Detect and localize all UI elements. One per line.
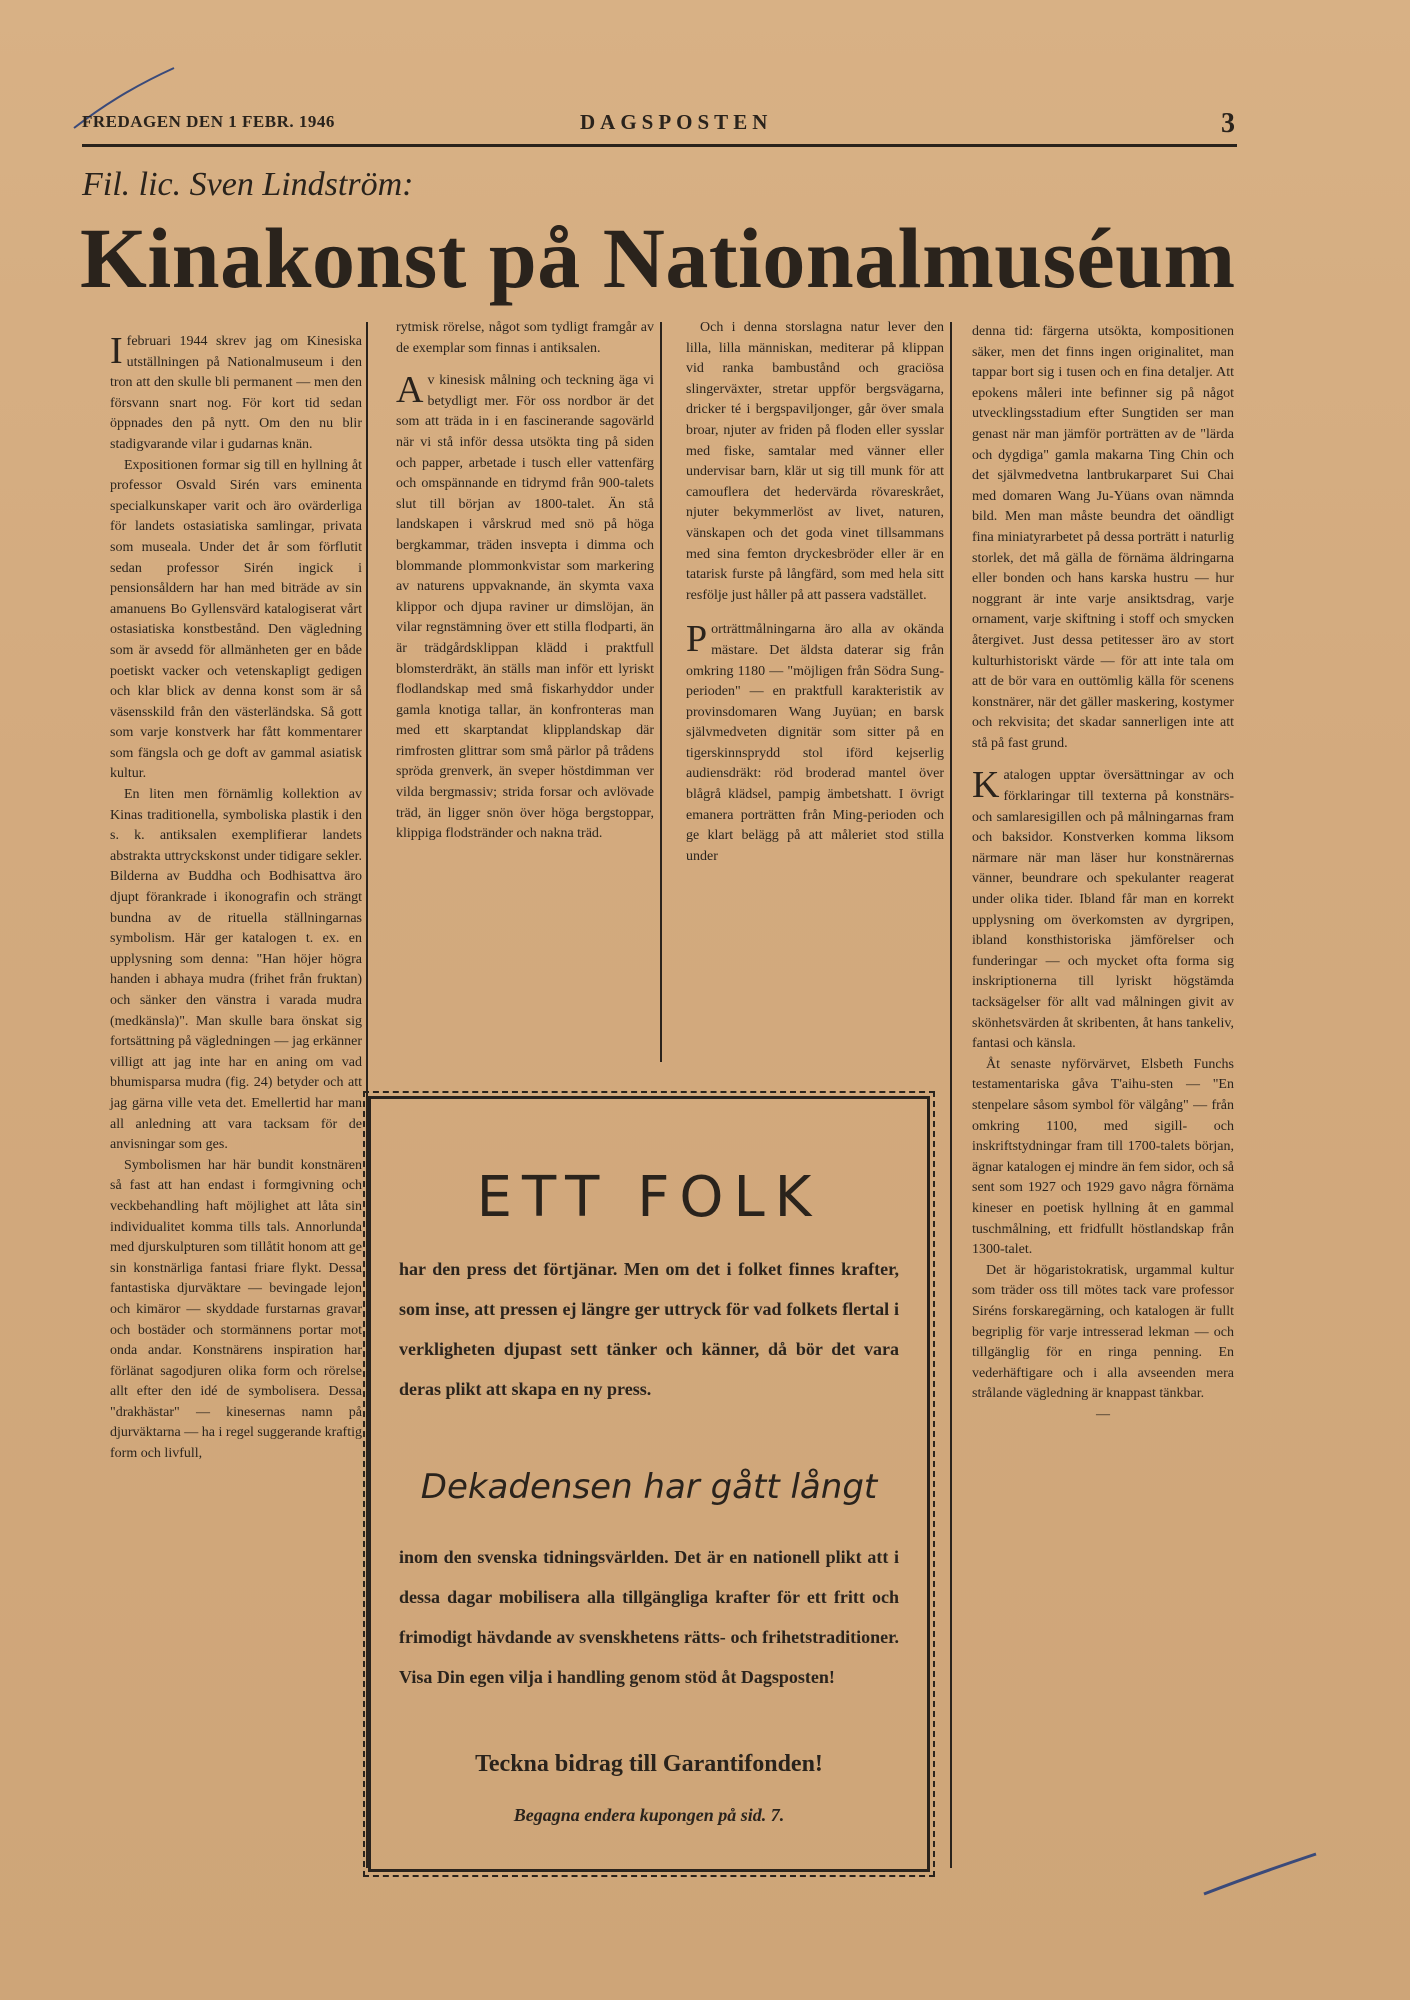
masthead	[82, 108, 1237, 147]
drop-cap: P	[686, 618, 708, 661]
column-rule	[660, 322, 662, 1062]
masthead-page-number: 3	[1221, 108, 1235, 139]
ad-subtitle: Dekadensen har gått långt	[420, 1467, 878, 1507]
paragraph: Symbolismen har här bundit konstnären så fast att han endast i formgivning och veckbehandling haft möjlighet att låta sin individualitet komma tills tals. Annorlunda med djurskulpturen som tillåtit honom att ge sin konstnärliga fantasi friare flykt. Dessa fantastiska djurväktare — bevingade lejon och kimäror — skyddade furstarnas gravar och bostäder och stormännens portar mot onda andar. Konstnärens inspiration har förlänat sagodjuren olika form och rörelse allt efter den idé de symbolisera. Dessa "drakhästar" — kinesernas namn på djurväktarna — ha i regel suggerande kraftig form och livfull,	[110, 1157, 362, 1462]
paragraph: I februari 1944 skrev jag om Kinesiska utställningen på Nationalmuseum i den tron att den skulle bli permanent — men den försvann snart nog. För kort tid sedan öppnades den på nytt. Om den nu blir stadigvarande vilar i gudarnas knän.	[110, 330, 362, 452]
paragraph: En liten men förnämlig kollektion av Kinas traditionella, symboliska plastik i den s. k. antiksalen exemplifierar landets abstrakta uttryckskonst under tidigare sekler. Bilderna av Buddha och Bodhisattva äro djupt förankrade i ikonografin och strängt bundna av de rituella ställningarnas symbolism. Här ger katalogen t. ex. en upplysning som denna: "Han höjer högra handen i abhaya mudra (frihet från fruktan) och sänker den vänstra i varada mudra (medkänsla)". Man skulle bara önskat sig fortsättning på vägledningen — jag erkänner villigt att jag inte har en aning om vad bhumisparsa mudra (fig. 24) betyder och att jag gärna ville veta det. Emellertid har man all anledning att vara tacksam för de anvisningar som ges.	[110, 787, 362, 1153]
paragraph: Expositionen formar sig till en hyllning åt professor Osvald Sirén vars eminenta specialkunskaper varit och äro ovärderliga för landets ostasiatiska samlingar, privata som museala. Under det år som förflutit sedan professor Sirén ingick i pensionsåldern har han med biträde av sin amanuens Bo Gyllensvärd katalogiserat vårt ostasiatiska konstbestånd. Den vägledning som är avsedd för allmänheten ger en både poetiskt vacker och vetenskapligt gedigen och klar blick av denna konst som är så väsensskild från den västerländska. Så gott som varje konstverk har fått kommentarer som fängsla och ge doft av gammal asiatisk kultur.	[110, 457, 362, 782]
drop-cap: K	[972, 764, 1000, 807]
paragraph: Av kinesisk målning och teckning äga vi betydligt mer. För oss nordbor är det som att träda in i en fascinerande sagovärld när vi stå inför dessa utsökta ting på siden och papper, arbetade i tusch eller vattenfärg och omspännande en tidrymd från 900-talets slut till början av 1800-talet. Än stå landskapen i vårskrud med snö på höga bergkammar, träden insvepta i dimma och blommande plommonkvistar som markering av naturens uppvaknande, än skymta vaxa klippor och djupa raviner ur dimslöjan, än vilar regnstämning över ett stilla flodparti, än är trädgårdsklippan klädd i praktfull blomsterdräkt, än ställs man inför ett lyriskt flodlandskap med små fiskarhyddor under gamla knotiga tallar, än konfronteras man med ett skarptandat klipplandskap där rimfrosten glittrar som små pärlor på trådens spröda grenverk, än sveper höstdimman ver vilda bergmassiv; strida forsar och avlövade träd, än ligger snön över höga bergstoppar, klippiga flodstränder och nakna träd.	[396, 369, 654, 842]
paragraph: Porträttmålningarna äro alla av okända mästare. Det äldsta daterar sig från omkring 1180 — "möjligen från Södra Sung-perioden" — en praktfull karakteristik av provinsdomaren Wang Juyüan; en barsk självmedveten dignitär som sitter på en tigerskinnsprydd stol iförd kejserlig audiensdräkt: röd broderad mantel över blågrå klädsel, pampig ämbetshatt. I övrigt emanera porträtten från Ming-perioden och ge klart belägg på att måleriet stod stilla under	[686, 618, 944, 864]
paragraph: denna tid: färgerna utsökta, kompositionen säker, men det finns ingen originalitet, man tappar bort sig i tusen och en fina detaljer. Att epokens måleri inte befinner sig på något utvecklingsstadium efter Sungtiden ser man genast när man jämför porträtten av de "lärda och dygdiga" gamla makarna Ting Chin och det självmedvetna lantbrukarparet Sui Chai med domaren Wang Ju-Yüans ovan nämnda bild. Men man måste beundra det oändligt fina miniatyrarbetet på dessa porträtt i naturlig storlek, det må gälla de förnäma äldringarna eller bonden och hans karska hustru — hur noggrant är inte varje ansiktsdrag, varje ornament, varje skiftning i stoff och smycken återgivet. Just dessa petitesser äro av stort kulturhistoriskt värde — för att inte tala om att de bör vara en outtömlig källa för scenens konstnärer, när det gäller maskering, kostymer och rekvisita; det skadar sannerligen inte att stå på fast grund.	[972, 324, 1234, 751]
drop-cap: A	[396, 369, 424, 412]
drop-cap: I	[110, 330, 123, 372]
article-headline: Kinakonst på Nationalmuséum	[80, 210, 1236, 306]
ad-text-1: har den press det förtjänar. Men om det i folket finnes krafter, som inse, att pressen ej längre ger uttryck för vad folkets flertal i verkligheten djupast sett tänker och känner, då bör det vara deras plikt att skapa en ny press.	[399, 1259, 899, 1399]
pen-stroke-bottom-right	[1200, 1850, 1320, 1900]
ad-title: ETT FOLK	[476, 1165, 822, 1230]
ad-call-to-action: Teckna bidrag till Garantifonden!	[475, 1751, 823, 1777]
article-column-2	[396, 318, 654, 845]
advertisement-box	[368, 1096, 930, 1872]
column-rule	[950, 322, 952, 1868]
paragraph: Åt senaste nyförvärvet, Elsbeth Funchs testamentariska gåva T'aihu-sten — "En stenpelare såsom symbol för välgång" — från omkring 1100, med sigill- och inskriftstydningar fram till 1700-talets början, ägnar katalogen ej mindre än fem sidor, och så sent som 1927 och 1929 gavo några förnäma kineser en poetisk hyllning åt en gammal tuschmålning, ett fridfullt höstlandskap från 1300-talet.	[972, 1056, 1234, 1258]
paragraph: Katalogen upptar översättningar av och förklaringar till texterna på konstnärs- och samlaresigillen och på målningarnas fram och baksidor. Konstverken komma liksom närmare när man läser hur konstnärernas vänner, beundrare och spekulanter reagerat under olika tider. Ibland får man en korrekt upplysning om överkomsten av dyrgripen, ibland konsthistoriska jämförelser och funderingar — och mycket ofta forma sig inskriptionerna till lyriskt högstämda tacksägelser för allt vad målningen givit av skönhetsvärden åt skribenten, åt hans tankeliv, fantasi och känsla.	[972, 764, 1234, 1052]
ad-text-2: inom den svenska tidningsvärlden. Det är en nationell plikt att i dessa dagar mobilisera alla tillgängliga krafter för ett fritt och frimodigt hävdande av svenskhetens rätts- och frihetstraditioner. Visa Din egen vilja i handling genom stöd åt Dagsposten!	[399, 1547, 899, 1687]
paragraph: rytmisk rörelse, något som tydligt framgår av de exemplar som finnas i antiksalen.	[396, 320, 654, 356]
paragraph: Och i denna storslagna natur lever den lilla, lilla människan, mediterar på klippan vid ranka bambustånd och graciösa slingerväxter, stretar uppför bergsvägarna, dricker té i bergspaviljonger, går över smala broar, njuter av friden på floden eller sysslar med fiske, samtalar med vänner eller undervisar barn, klär ut sig till munk för att camouflera det hedervärda rövareskrået, njuter bekymmerlöst av livet, naturen, vänskapen och det goda vinet tillsammans med sina femton dryckesbröder eller är en tatarisk furste på långfärd, som med hela sitt resfölje just håller på att passera vadstället.	[686, 320, 944, 603]
paragraph: Det är högaristokratisk, urgammal kultur som träder oss till mötes tack vare professor Siréns forskaregärning, och katalogen är fullt begriplig för varje intresserad lekman — och tillgänglig för en ringa penning. En vederhäftigare och i alla avseenden mera strålande vägledning är knappast tänkbar.	[972, 1262, 1234, 1402]
article-column-3	[686, 318, 944, 867]
masthead-paper-name: DAGSPOSTEN	[580, 110, 773, 134]
ad-footer: Begagna endera kupongen på sid. 7.	[513, 1805, 785, 1825]
masthead-date: FREDAGEN DEN 1 FEBR. 1946	[82, 112, 335, 131]
article-column-4	[972, 322, 1234, 1425]
article-column-1	[110, 332, 362, 1465]
end-mark: —	[1096, 1406, 1110, 1422]
article-byline: Fil. lic. Sven Lindström:	[82, 166, 414, 203]
